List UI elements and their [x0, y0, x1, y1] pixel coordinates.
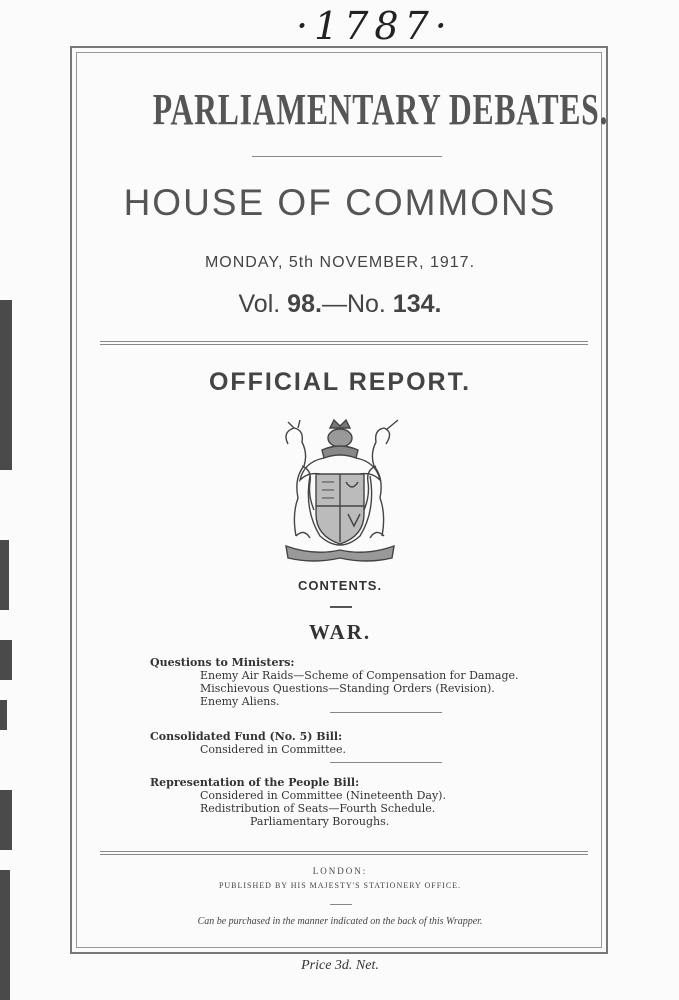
imprint-divider — [330, 904, 352, 905]
toc-item: Enemy Aliens. — [200, 695, 280, 708]
toc-heading: Consolidated Fund (No. 5) Bill: — [150, 730, 343, 743]
toc-section-questions — [150, 656, 519, 708]
contents-heading: CONTENTS. — [297, 578, 383, 593]
toc-item: Redistribution of Seats—Fourth Schedule. — [200, 802, 436, 815]
no-prefix: —No. — [321, 290, 386, 318]
issue-number: 134. — [392, 290, 442, 318]
session-date: MONDAY, 5th NOVEMBER, 1917. — [204, 254, 476, 271]
toc-heading: Representation of the People Bill: — [150, 776, 360, 789]
vol-number: 98. — [287, 290, 322, 318]
toc-heading: Questions to Ministers: — [150, 656, 295, 669]
royal-coat-of-arms-icon — [274, 418, 406, 564]
war-heading: WAR. — [308, 620, 372, 644]
toc-item: Considered in Committee. — [200, 743, 347, 756]
double-rule-top-2 — [100, 344, 588, 345]
torn-spine-edge — [0, 0, 14, 1000]
toc-item: Enemy Air Raids—Scheme of Compensation for Damage. — [200, 669, 519, 682]
title-divider — [252, 156, 442, 157]
toc-divider — [330, 712, 442, 713]
price-label: Price 3d. Net. — [301, 958, 379, 973]
toc-section-consolidated-fund — [150, 730, 346, 756]
imprint-city: LONDON: — [312, 866, 368, 876]
double-rule-bottom-1 — [100, 851, 588, 852]
house-heading: HOUSE OF COMMONS — [123, 182, 557, 223]
handwritten-number: ·1787· — [296, 4, 453, 48]
volume-number — [80, 290, 600, 319]
contents-divider — [330, 606, 352, 608]
toc-item: Mischievous Questions—Standing Orders (Revision). — [200, 682, 495, 695]
toc-item: Considered in Committee (Nineteenth Day). — [200, 789, 446, 802]
purchase-note: Can be purchased in the manner indicated on the back of this Wrapper. — [197, 916, 483, 927]
toc-section-representation — [150, 776, 446, 828]
double-rule-top-1 — [100, 341, 588, 342]
imprint-publisher: PUBLISHED BY HIS MAJESTY'S STATIONERY OFFICE. — [218, 881, 462, 890]
page-title: PARLIAMENTARY DEBATES. — [152, 85, 609, 134]
double-rule-bottom-2 — [100, 854, 588, 855]
toc-subitem: Parliamentary Boroughs. — [250, 815, 390, 828]
toc-divider — [330, 762, 442, 763]
official-report-heading: OFFICIAL REPORT. — [208, 368, 472, 396]
vol-prefix: Vol. — [238, 290, 281, 318]
